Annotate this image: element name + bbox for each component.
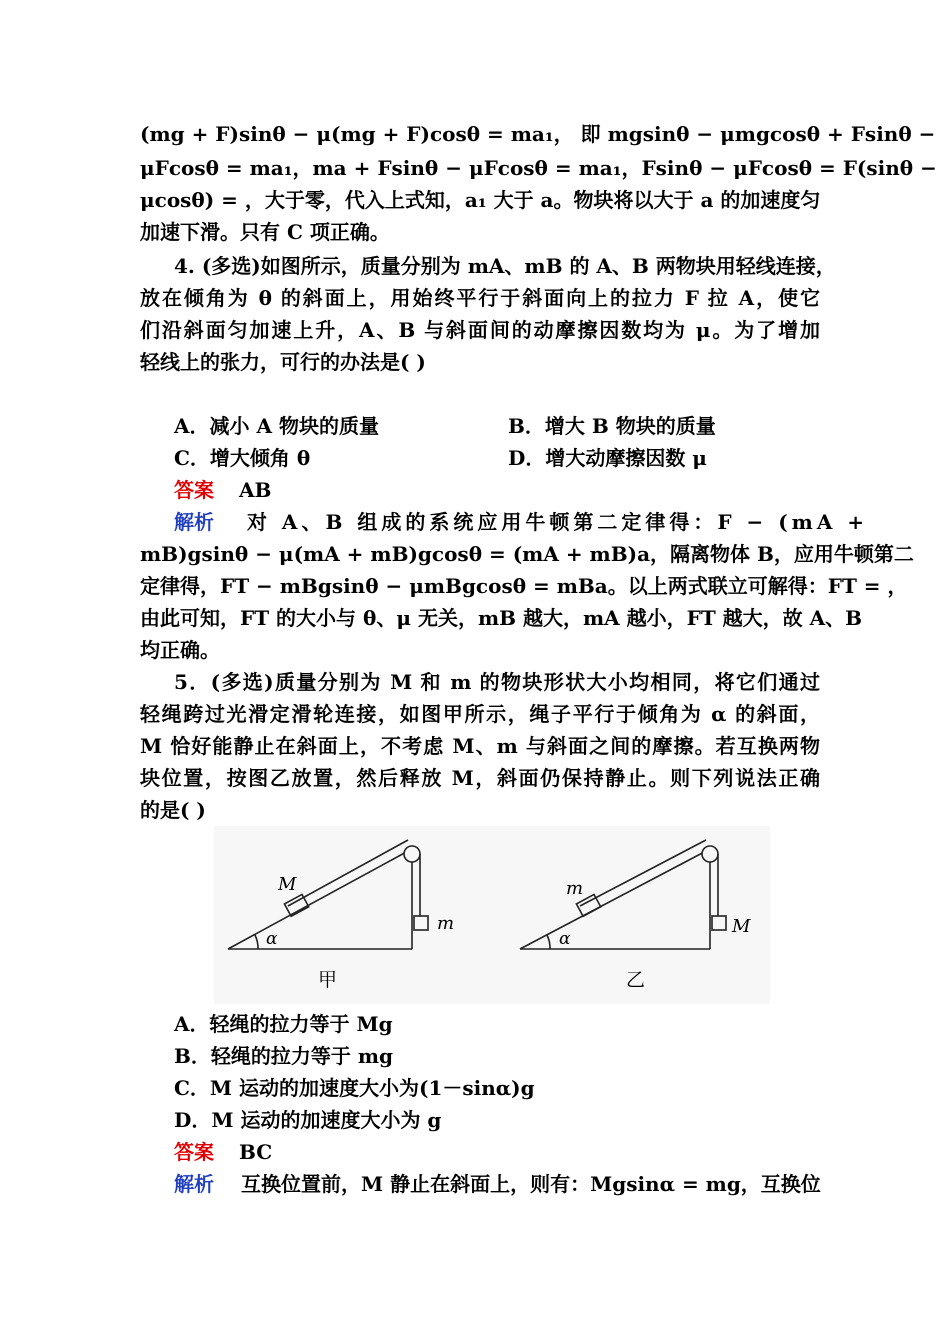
q4-analysis-line-3: 定律得，FT − mBgsinθ − μmBgcosθ = mBa。以上两式联立可解得：FT = ， — [140, 574, 908, 598]
q5-analysis-text-1: 互换位置前，M 静止在斜面上，则有：Mgsinα = mg，互换位 — [240, 1172, 821, 1196]
q4-option-c: C．增大倾角 θ — [174, 446, 311, 470]
q4-analysis-label: 解析 — [174, 510, 214, 534]
q4-answer-row — [174, 474, 271, 506]
right-angle-label: α — [559, 929, 571, 949]
q5-option-d: D．M 运动的加速度大小为 g — [174, 1108, 442, 1132]
q5-stem-line-1: 5．(多选)质量分别为 M 和 m 的物块形状大小均相同，将它们通过 — [174, 670, 820, 694]
left-hanging-label: m — [437, 913, 455, 934]
q4-stem-line-2: 放在倾角为 θ 的斜面上，用始终平行于斜面向上的拉力 F 拉 A，使它 — [140, 286, 820, 310]
q4-analysis-line-1 — [174, 506, 869, 538]
q5-stem-line-3: M 恰好能静止在斜面上，不考虑 M、m 与斜面之间的摩擦。若互换两物 — [140, 734, 820, 758]
pulley-incline-figure — [214, 826, 770, 1004]
q4-stem-line-3: 们沿斜面匀加速上升，A、B 与斜面间的动摩擦因数均为 μ。为了增加 — [140, 318, 820, 342]
left-angle-label: α — [266, 929, 278, 949]
diagram-right — [520, 840, 726, 949]
prev-line-4: 加速下滑。只有 C 项正确。 — [140, 220, 390, 244]
q4-analysis-line-5: 均正确。 — [140, 638, 220, 662]
q5-option-c: C．M 运动的加速度大小为(1－sinα)g — [174, 1076, 535, 1100]
q5-stem-line-4: 块位置，按图乙放置，然后释放 M，斜面仍保持静止。则下列说法正确 — [140, 766, 820, 790]
q4-analysis-line-2: mB)gsinθ − μ(mA + mB)gcosθ = (mA + mB)a，隔离物体 B，应用牛顿第二 — [140, 542, 914, 566]
q5-answer-value: BC — [238, 1140, 273, 1164]
left-caption: 甲 — [318, 969, 338, 991]
prev-line-3: μcosθ) = ，大于零，代入上式知，a₁ 大于 a。物块将以大于 a 的加速度匀 — [140, 188, 821, 212]
left-slope-label: M — [278, 874, 297, 895]
q5-option-a: A．轻绳的拉力等于 Mg — [174, 1012, 393, 1036]
right-incline — [520, 850, 708, 949]
q5-analysis-line-1 — [174, 1168, 820, 1200]
diagram-left — [228, 840, 428, 949]
q4-stem-line-1: 4. (多选)如图所示，质量分别为 mA、mB 的 A、B 两物块用轻线连接， — [174, 254, 836, 278]
right-rope-slope — [580, 840, 706, 906]
prev-line-2: μFcosθ = ma₁，ma + Fsinθ − μFcosθ = ma₁，Fsinθ − μFcosθ = F(sinθ − — [140, 156, 937, 180]
right-pulley — [702, 846, 718, 862]
q5-analysis-label: 解析 — [174, 1172, 214, 1196]
left-angle-arc — [255, 935, 258, 949]
q4-option-b: B．增大 B 物块的质量 — [508, 414, 716, 438]
right-hanging-block — [712, 916, 726, 930]
q5-answer-row — [174, 1136, 272, 1168]
q4-option-d: D．增大动摩擦因数 μ — [508, 446, 707, 470]
q4-answer-label: 答案 — [174, 478, 214, 502]
q4-analysis-text-1: 对 A、B 组成的系统应用牛顿第二定律得：F − (mA + — [246, 510, 869, 534]
q4-answer-value: AB — [238, 478, 272, 502]
q4-stem-line-4: 轻线上的张力，可行的办法是( ) — [140, 350, 426, 374]
right-angle-arc — [547, 935, 550, 949]
left-incline — [228, 850, 410, 949]
q4-analysis-line-4: 由此可知，FT 的大小与 θ、μ 无关，mB 越大，mA 越小，FT 越大，故 A、B — [140, 606, 863, 630]
right-slope-label: m — [566, 878, 584, 899]
left-pulley — [404, 846, 420, 862]
right-hanging-label: M — [732, 916, 751, 937]
left-hanging-block — [414, 916, 428, 930]
prev-line-1: (mg + F)sinθ − μ(mg + F)cosθ = ma₁， 即 mgsinθ − μmgcosθ + Fsinθ − — [140, 122, 936, 146]
q5-stem-line-5: 的是( ) — [140, 798, 206, 822]
q4-option-a: A．减小 A 物块的质量 — [174, 414, 379, 438]
q5-option-b: B．轻绳的拉力等于 mg — [174, 1044, 394, 1068]
q5-stem-line-2: 轻绳跨过光滑定滑轮连接，如图甲所示，绳子平行于倾角为 α 的斜面， — [140, 702, 820, 726]
left-rope-slope — [288, 840, 408, 906]
q5-answer-label: 答案 — [174, 1140, 214, 1164]
right-caption: 乙 — [626, 969, 646, 991]
